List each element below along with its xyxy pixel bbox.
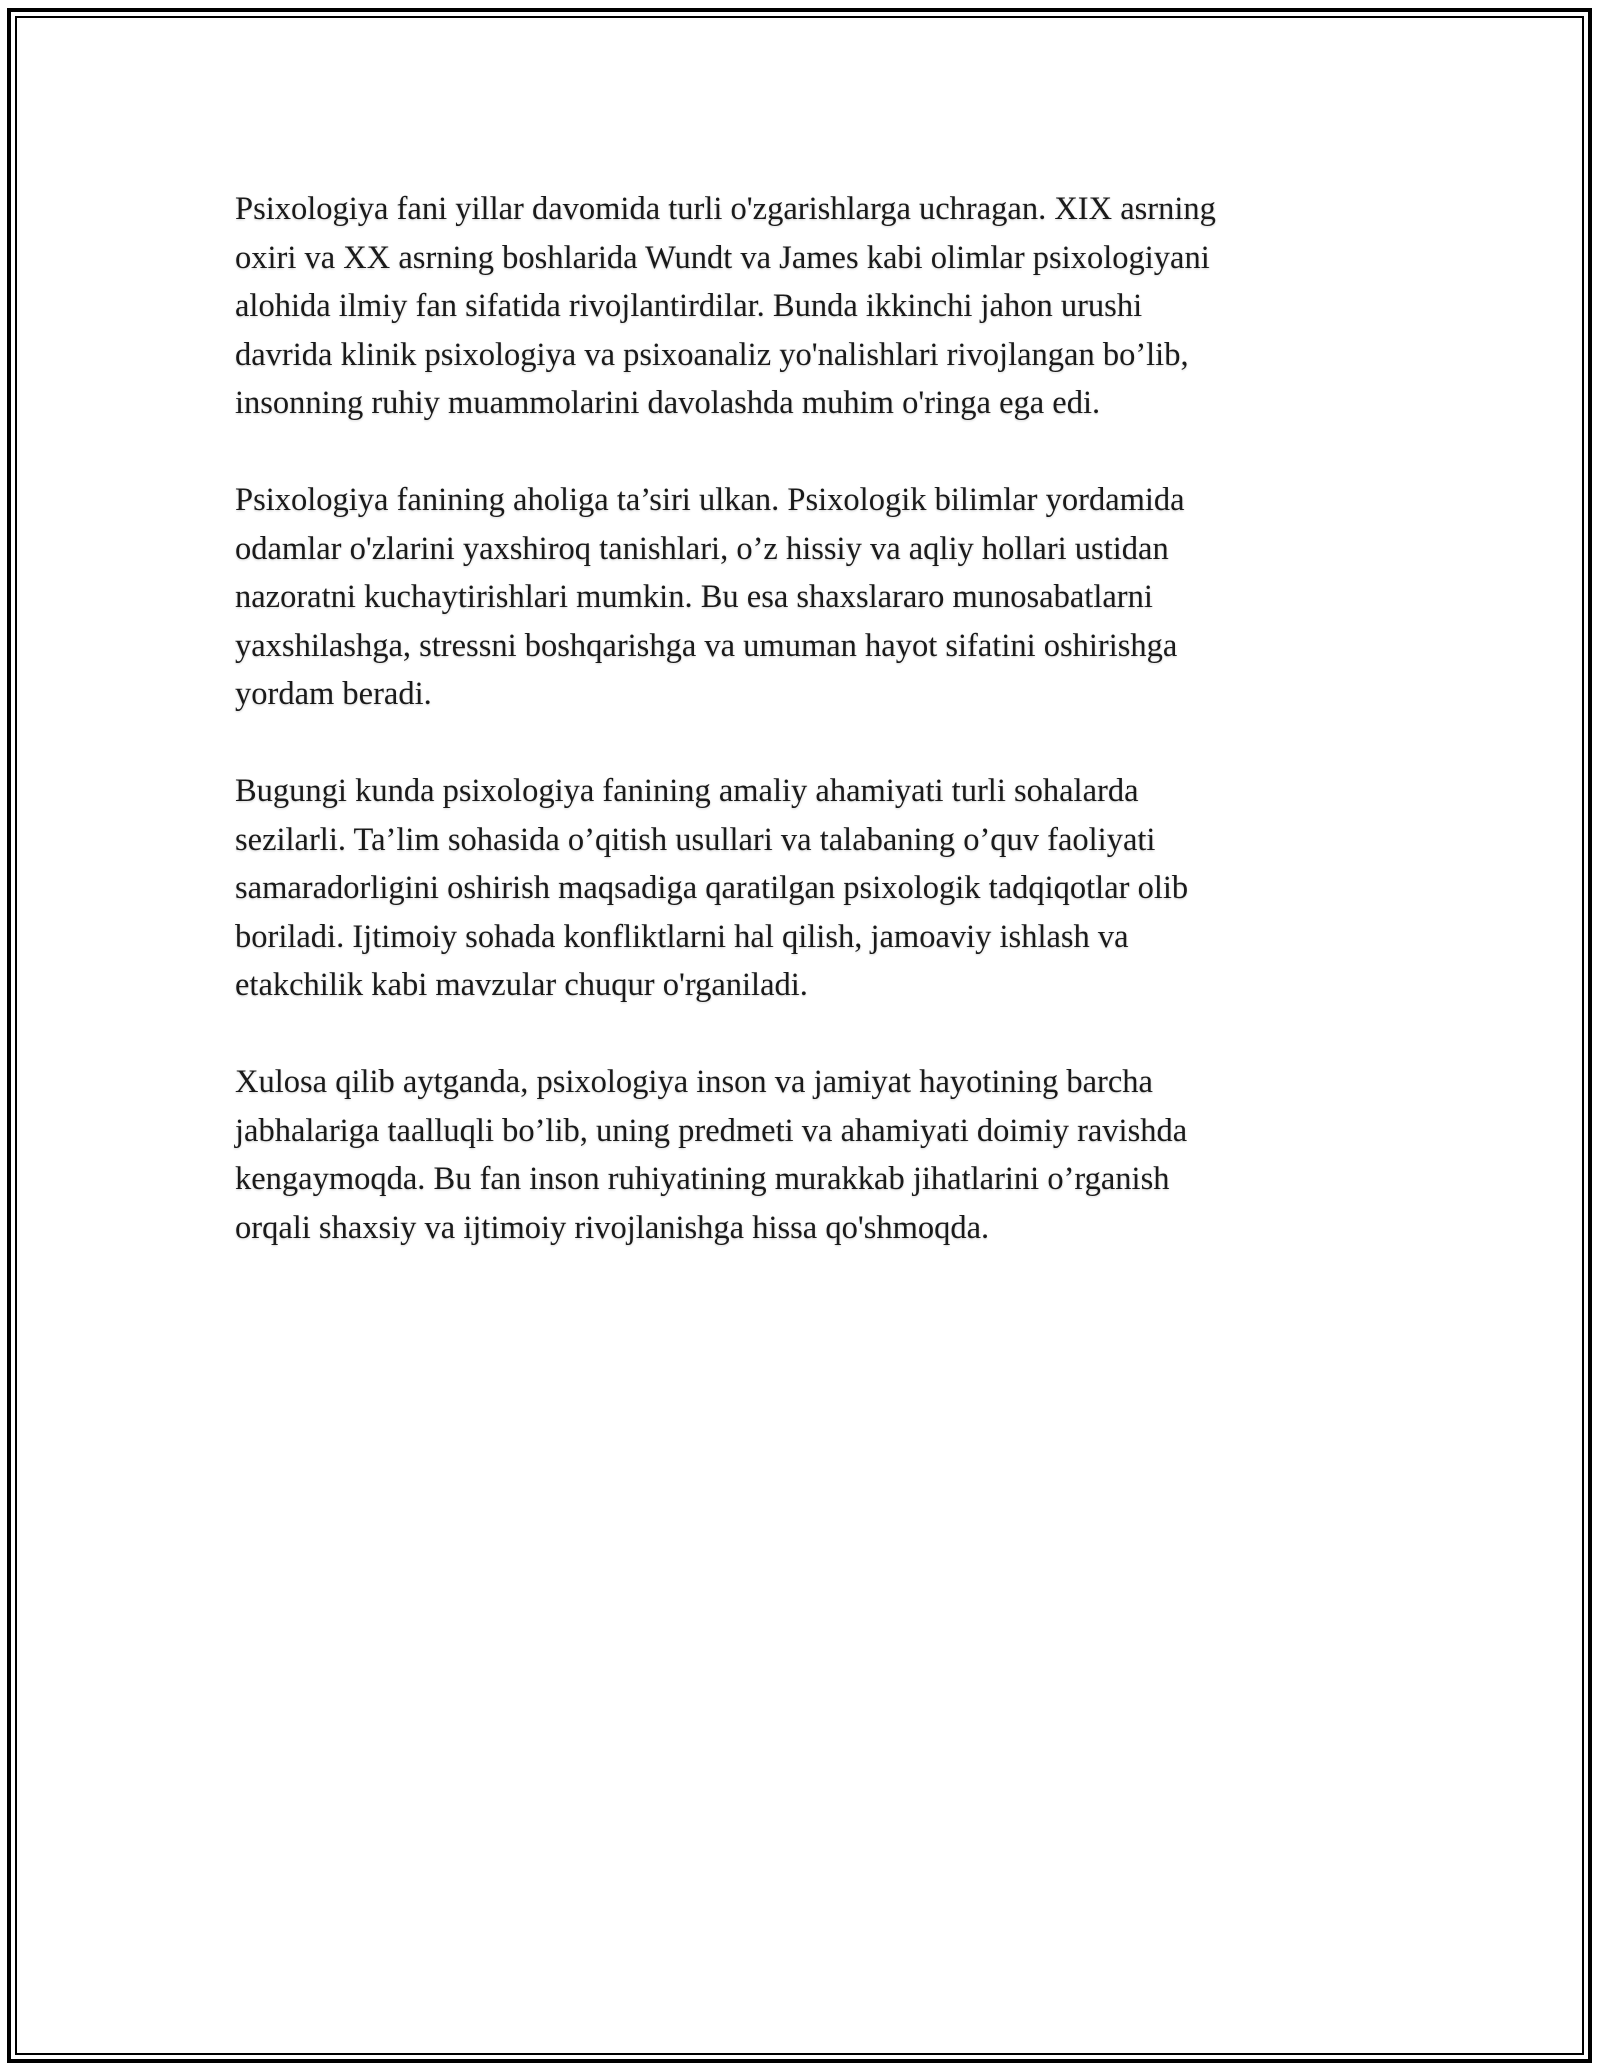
paragraph-practical-importance: Bugungi kunda psixologiya fanining amaliy ahamiyati turli sohalarda sezilarli. Ta’lim sohasida o’qitish usullari va talabaning o’quv faoliyati samaradorligini oshirish maqsadiga qaratilgan psixologik tadqiqotlar olib boriladi. Ijtimoiy sohada konfliktlarni hal qilish, jamoaviy ishlash va etakchilik kabi mavzular chuqur o'rganiladi. <box>235 773 1189 1003</box>
paragraph-conclusion: Xulosa qilib aytganda, psixologiya inson va jamiyat hayotining barcha jabhalariga taalluqli bo’lib, uning predmeti va ahamiyati doimiy ravishda kengaymoqda. Bu fan inson ruhiyatining murakkab jihatlarini o’rganish orqali shaxsiy va ijtimoiy rivojlanishga hissa qo'shmoqda. <box>235 1064 1188 1246</box>
paragraph-history: Psixologiya fani yillar davomida turli o'zgarishlarga uchragan. XIX asrning oxiri va XX asrning boshlarida Wundt va James kabi olimlar psixologiyani alohida ilmiy fan sifatida rivojlantirdilar. Bunda ikkinchi jahon urushi davrida klinik psixologiya va psixoanaliz yo'nalishlari rivojlangan bo’lib, insonning ruhiy muammolarini davolashda muhim o'ringa ega edi. <box>235 191 1216 421</box>
document-body <box>235 185 1365 1301</box>
paragraph-influence: Psixologiya fanining aholiga ta’siri ulkan. Psixologik bilimlar yordamida odamlar o'zlarini yaxshiroq tanishlari, o’z hissiy va aqliy hollari ustidan nazoratni kuchaytirishlari mumkin. Bu esa shaxslararo munosabatlarni yaxshilashga, stressni boshqarishga va umuman hayot sifatini oshirishga yordam beradi. <box>235 482 1185 712</box>
